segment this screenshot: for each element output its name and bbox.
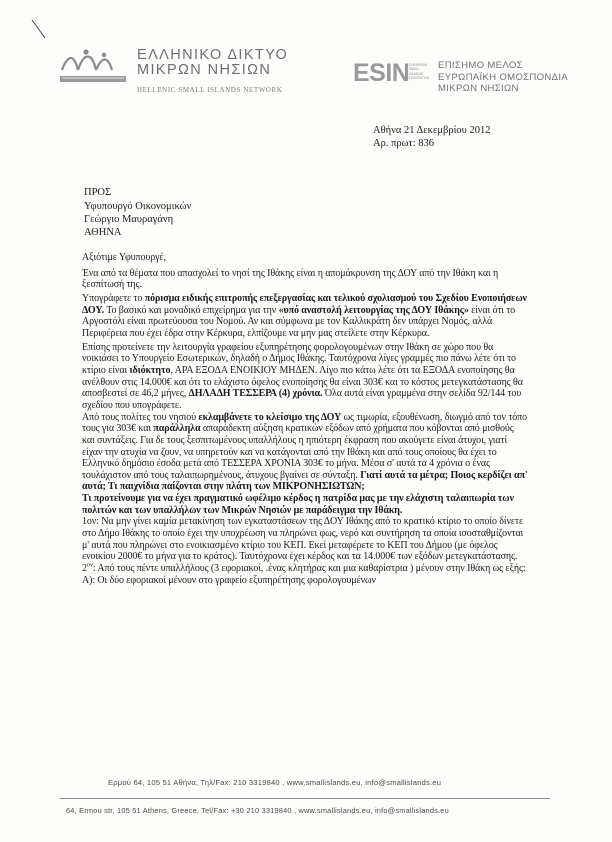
org-name-english: HELLENIC SMALL ISLANDS NETWORK — [137, 86, 283, 94]
esin-logo — [353, 60, 431, 86]
recipient-block — [84, 186, 191, 239]
paragraph-8: Α): Οι δύο εφοριακοί μένουν στο γραφείο εξυπηρέτησης φορολογουμένων — [82, 574, 376, 586]
org-left-title — [137, 48, 288, 94]
org-name-line2: ΜΙΚΡΩΝ ΝΗΣΙΩΝ — [137, 62, 272, 78]
paragraph-2: Υπογράφετε το πόρισμα ειδικής επιτροπής επεξεργασίας και τελικού σχολιασμού του Σχεδίου Ενοποιήσεων ΔΟΥ. Το βασικό και μοναδικό επιχείρημα για την «υπό αναστολή λειτουργίας της ΔΟΥ Ιθάκης» είναι ότι το Αργοστόλι είναι πρωτεύουσα του Νομού. Αν και σύμφωνα με τον Καλλικράτη δεν υπάρχει Νομός, αλλά Περιφέρεια που έχει έδρα στην Κέρκυρα, ελπίζουμε να μην μας στείλετε στην Κέρκυρα. — [82, 292, 527, 339]
esin-logo-text: ESIN — [353, 59, 410, 87]
recipient-line3: ΑΘΗΝΑ — [84, 227, 122, 238]
recipient-line2: Γεώργιο Μαυραγάνη — [84, 214, 174, 225]
pen-stroke-mark — [30, 18, 48, 40]
paragraph-5: Τι προτείνουμε για να έχει πραγματικό ωφέλιμο κέρδος η πατρίδα μας με την ελάχιστη ταλαιπωρία των πολιτών και των υπαλλήλων των Μικρών Νησιών με παράδειγμα την Ιθάκη. — [82, 493, 514, 516]
org-name-line1: ΕΛΛΗΝΙΚΟ ΔΙΚΤΥΟ — [137, 47, 289, 63]
letter-date: Αθήνα 21 Δεκεμβρίου 2012 — [373, 125, 491, 136]
wave-figures-logo-icon — [58, 46, 130, 86]
item-number-1: 1ον — [82, 516, 97, 528]
footer-divider — [60, 798, 550, 799]
recipient-line1: Υφυπουργό Οικονομικών — [84, 201, 192, 212]
protocol-number: Αρ. πρωτ: 836 — [373, 138, 435, 149]
recipient-to: ΠΡΟΣ — [84, 187, 112, 198]
membership-line2: ΕΥΡΩΠΑΪΚΗ ΟΜΟΣΠΟΝΔΙΑ — [438, 71, 568, 83]
footer-greek: Ερμού 64, 105 51 Αθήνα, Τηλ/Fax: 210 3319840 , www.smallislands.eu, info@smallislands.eu — [108, 778, 442, 787]
paragraph-7: $2^{o\nu}$: Από τους πέντε υπαλλήλους (3 εφοριακοί, .ένας κλητήρας και μια καθαρίστρια ) μένουν στην Ιθάκη ως εξής: — [82, 561, 526, 575]
date-block — [373, 124, 491, 150]
paragraph-1: Ένα από τα θέματα που απασχολεί το νησί της Ιθάκης είναι η απομάκρυνση της ΔΟΥ από την Ιθάκη και η ξεσπίτωσή της. — [82, 267, 499, 291]
salutation: Αξιότιμε Υφυπουργέ, — [82, 252, 166, 263]
paragraph-3: Επίσης προτείνετε την λειτουργία γραφείου εξυπηρέτησης φορολογουμένων στην Ιθάκη σε χώρο που θα νοικιάσει το Υπουργείο Εσωτερικών, δηλαδή ο Δήμος Ιθάκης. Ταυτόχρονα λίγες γραμμές πιο πάνω λέτε ότι το κτίριο είναι ιδιόκτητο, ΑΡΑ ΕΞΟΔΑ ΕΝΟΙΚΙΟΥ ΜΗΔΕΝ. Λίγο πιο κάτω λέτε ότι τα ΕΞΟΔΑ ενοποίησης θα ανέλθουν στις 14.000€ και ότι το ελάχιστο όφελος ενοποίησης θα είναι 303€ και το κόστος μετεγκατάστασης θα αποσβεστεί σε 46,2 μήνες, ΔΗΛΑΔΗ ΤΕΣΣΕΡΑ (4) χρόνια. Όλα αυτά είναι γραμμένα στην σελίδα 92/144 του σχεδίου που υπογράφετε. — [82, 341, 523, 411]
membership-line3: ΜΙΚΡΩΝ ΝΗΣΙΩΝ — [438, 83, 519, 94]
membership-line1: ΕΠΙΣΗΜΟ ΜΕΛΟΣ — [438, 60, 523, 71]
paragraph-6: 1ον: Να μην γίνει καμία μετακίνηση των εγκαταστάσεων της ΔΟΥ Ιθάκης από το κρατικό κτίριο το οποίο δίνετε στο Δήμο Ιθάκης το οποίο έχει την υποχρέωση να πληρώνει φως, νερό και συντήρηση τα οποία ισοσταθμίζονται μ' αυτά που πληρώνει στο ενοικιασμένο κτίριο του ΚΕΠ. Εκεί μεταφέρετε το ΚΕΠ του Δήμου (με όφελος ενοικίου 2000€ το μήνα για το κράτος). Ταυτόχρονα έχει κέρδος και τα 14.000€ των εξόδων μετεγκατάστασης. — [82, 516, 524, 563]
paragraph-4: Από τους πολίτες του νησιού εκλαμβάνετε το κλείσιμο της ΔΟΥ ως τιμωρία, εξουθένωση, διωγμό από τον τόπο τους για 303€ και παράλληλα απαράδεκτη αύξηση κρατικών εξόδων από χρήματα που κόβονται από μισθούς και συντάξεις. Για δε τους ξεσπιτωμένους υπαλλήλους η ηπιότερη έκφραση που ακούγετε είναι άτυχοι, γιατί είχαν την ατυχία να ζουν, να υπηρετούν και να κατάγονται από την Ιθάκη και από τους οποίους θα έχει το Ελληνικό δημόσιο έσοδα μετά από ΤΕΣΣΕΡΑ ΧΡΟΝΙΑ 303€ το μήνα. Μέσα σ' αυτά τα 4 χρόνια ο ένας τουλάχιστον από τους ταλαιπωρημένους, άτυχους βγαίνει σε σύνταξη. Γιατί αυτά τα μέτρα; Ποιος κερδίζει απ' αυτά; Τι παιχνίδια παίζονται στην πλάτη των ΜΙΚΡΟΝΗΣΙΩΤΩΝ; — [82, 411, 528, 493]
esin-logo-small-text: EUROPEAN SMALL ISLANDS FEDERATION — [409, 63, 430, 81]
letter-body — [82, 252, 528, 586]
item-number-2: 2 — [82, 563, 87, 575]
org-right-title — [438, 60, 568, 95]
footer-english: 64, Ermou str, 105 51 Athens, Greece, Tel/Fax: +30 210 3319840 , www.smallislands.eu, info@smallislands.eu — [66, 806, 449, 815]
